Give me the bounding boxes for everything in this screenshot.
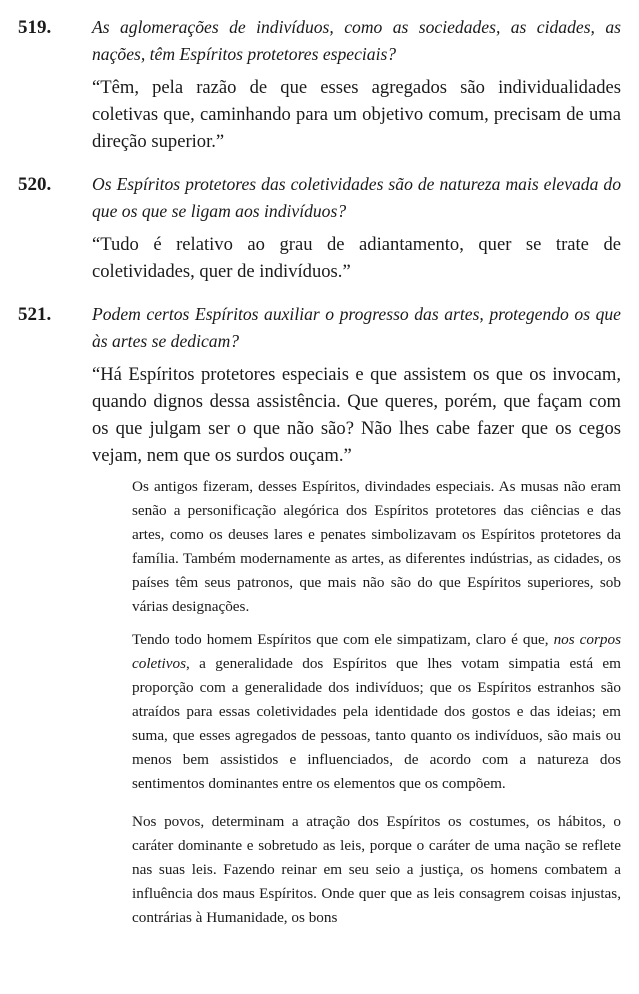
- question-text: Podem certos Espíritos auxiliar o progresso das artes, protegendo os que às artes se dedicam?: [92, 304, 621, 351]
- answer-text: “Tudo é relativo ao grau de adiantamento, quer se trate de coletividades, quer de indivíduos.”: [92, 234, 621, 282]
- commentary-paragraph-3: Nos povos, determinam a atração dos Espíritos os costumes, os hábitos, o caráter dominante e sobretudo as leis, porque o caráter de uma nação se reflete nas suas leis. Fazendo reinar em seu seio a justiça, os homens combatem a influência dos maus Espíritos. Onde quer que as leis consagrem coisas injustas, contrárias à Humanidade, os bons: [132, 813, 621, 926]
- question-text: Os Espíritos protetores das coletividades são de natureza mais elevada do que os que se ligam aos indivíduos?: [92, 174, 621, 221]
- question-block-519: [18, 14, 621, 155]
- question-number: 521.: [18, 304, 52, 325]
- question-row: [18, 14, 621, 68]
- commentary: [132, 475, 621, 930]
- question-number: 519.: [18, 17, 52, 38]
- question-block-520: [18, 171, 621, 285]
- answer-text: “Têm, pela razão de que esses agregados são individualidades coletivas que, caminhando para um objetivo comum, precisam de uma direção superior.”: [92, 77, 621, 152]
- question-number: 520.: [18, 174, 52, 195]
- commentary-paragraph-1: Os antigos fizeram, desses Espíritos, divindades especiais. As musas não eram senão a personificação alegórica dos Espíritos protetores das ciências e das artes, como os deuses lares e penates simbolizavam os Espíritos protetores da família. Também modernamente as artes, as diferentes indústrias, as cidades, os países têm seus patronos, que mais não são do que Espíritos superiores, sob várias designações.: [132, 478, 621, 615]
- commentary-emphasis: nos corpos coletivos: [132, 631, 621, 672]
- commentary-text: Tendo todo homem Espíritos que com ele simpatizam, claro é que,: [132, 631, 554, 648]
- question-block-521: [18, 301, 621, 469]
- question-text: As aglomerações de indivíduos, como as sociedades, as cidades, as nações, têm Espíritos protetores especiais?: [92, 17, 621, 64]
- answer-text: “Há Espíritos protetores especiais e que assistem os que os invocam, quando dignos dessa assistência. Que queres, porém, que façam com os que julgam ser o que não são? Não lhes cabe fazer que os cegos vejam, nem que os surdos ouçam.”: [92, 364, 621, 466]
- question-row: [18, 171, 621, 225]
- commentary-text: , a generalidade dos Espíritos que lhes votam simpatia está em proporção com a generalidade dos indivíduos; que os Espíritos estranhos são atraídos para essas coletividades pela identidade dos gostos e das ideias; em suma, que esses agregados de pessoas, tanto quanto os indivíduos, são mais ou menos bem assistidos e influenciados, de acordo com a natureza dos sentimentos dominantes entre os elementos que os compõem.: [132, 655, 621, 792]
- commentary-paragraph-2: [132, 628, 621, 796]
- question-row: [18, 301, 621, 355]
